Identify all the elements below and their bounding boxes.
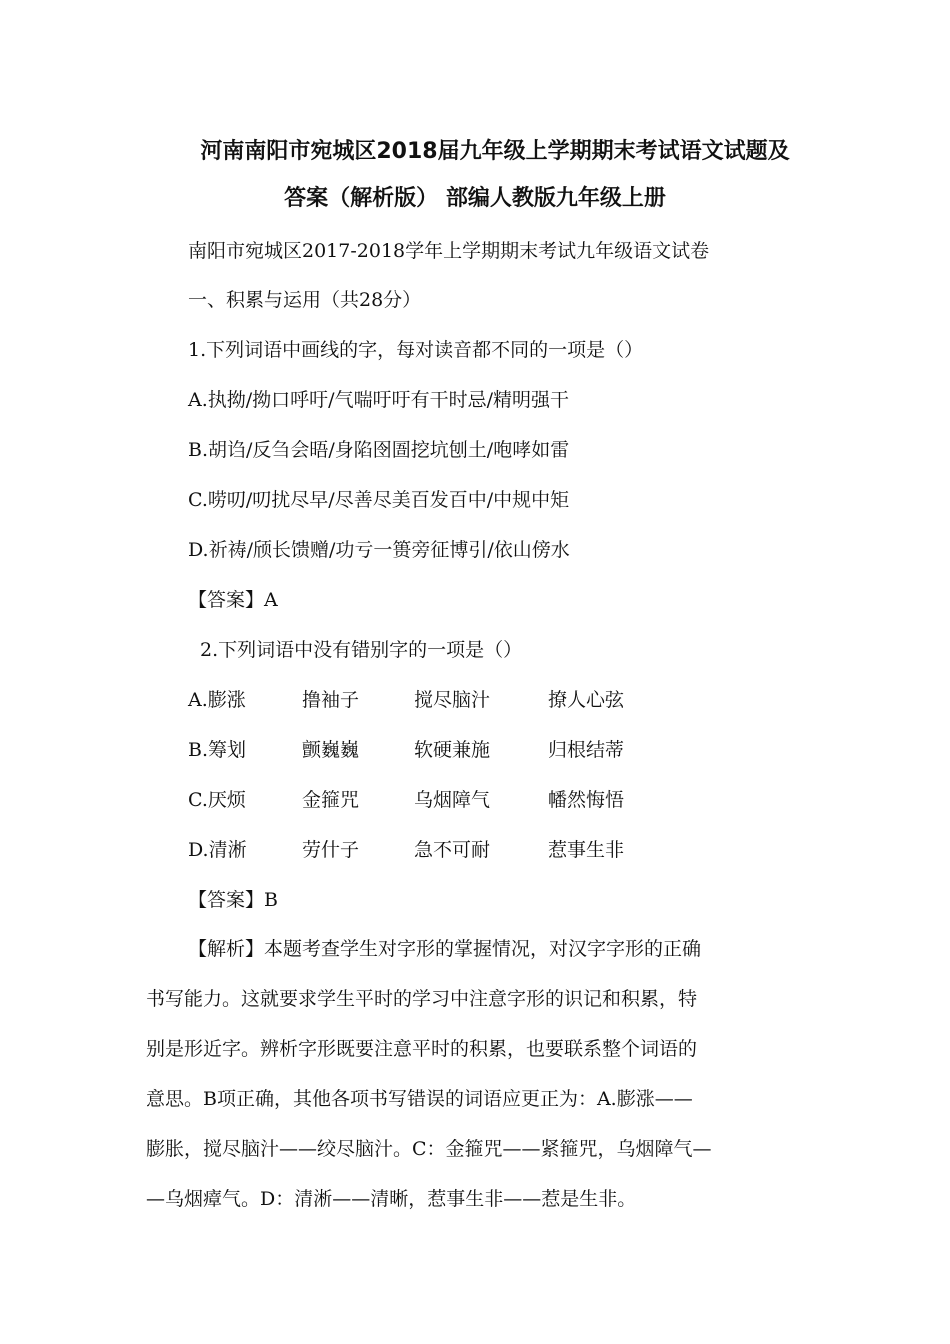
option-word: D.清淅 (188, 839, 247, 861)
section-heading: 一、积累与运用（共28分） (188, 289, 422, 311)
option-word: 金箍咒 (302, 789, 360, 811)
question-2-answer: 【答案】B (188, 889, 278, 911)
option-word: C.厌烦 (188, 789, 246, 811)
option-word: 急不可耐 (414, 839, 491, 861)
option-word: 归根结蒂 (548, 739, 625, 761)
question-1-stem: 1.下列词语中画线的字，每对读音都不同的一项是（） (188, 339, 644, 361)
question-1-option-c: C.唠叨/叨扰尽早/尽善尽美百发百中/中规中矩 (188, 489, 570, 511)
question-1-answer: 【答案】A (188, 589, 278, 611)
option-word: A.膨涨 (188, 689, 246, 711)
document-title-line-1: 河南南阳市宛城区2018届九年级上学期期末考试语文试题及 (200, 139, 790, 164)
option-word: 软硬兼施 (414, 739, 491, 761)
option-word: 乌烟障气 (414, 789, 491, 811)
option-word: 惹事生非 (548, 839, 625, 861)
question-1-option-b: B.胡诌/反刍会晤/身陷囹圄挖坑刨土/咆哮如雷 (188, 439, 570, 461)
option-word: 颤巍巍 (302, 739, 360, 761)
option-word: 撸袖子 (302, 689, 360, 711)
analysis-line-6: —乌烟瘴气。D：清淅——清晰，惹事生非——惹是生非。 (146, 1188, 637, 1210)
option-word: 搅尽脑汁 (414, 689, 491, 711)
question-1-option-d: D.祈祷/颀长馈赠/功亏一篑旁征博引/依山傍水 (188, 539, 570, 561)
question-1-option-a: A.执拗/拗口呼吁/气喘吁吁有干时忌/精明强干 (188, 389, 569, 411)
option-word: 幡然悔悟 (548, 789, 625, 811)
option-word: 撩人心弦 (548, 689, 625, 711)
analysis-line-3: 别是形近字。辨析字形既要注意平时的积累，也要联系整个词语的 (146, 1038, 698, 1060)
exam-subtitle: 南阳市宛城区2017-2018学年上学期期末考试九年级语文试卷 (188, 240, 710, 262)
question-2-stem: 2.下列词语中没有错别字的一项是（） (200, 639, 523, 661)
analysis-line-1: 【解析】本题考查学生对字形的掌握情况，对汉字字形的正确 (188, 938, 702, 960)
option-word: B.筹划 (188, 739, 247, 761)
analysis-line-2: 书写能力。这就要求学生平时的学习中注意字形的识记和积累，特 (146, 988, 698, 1010)
option-word: 劳什子 (302, 839, 360, 861)
analysis-line-5: 膨胀，搅尽脑汁——绞尽脑汁。C：金箍咒——紧箍咒，乌烟障气— (146, 1138, 712, 1160)
document-title-line-2: 答案（解析版） 部编人教版九年级上册 (284, 186, 666, 211)
analysis-line-4: 意思。B项正确，其他各项书写错误的词语应更正为：A.膨涨—— (146, 1088, 693, 1110)
